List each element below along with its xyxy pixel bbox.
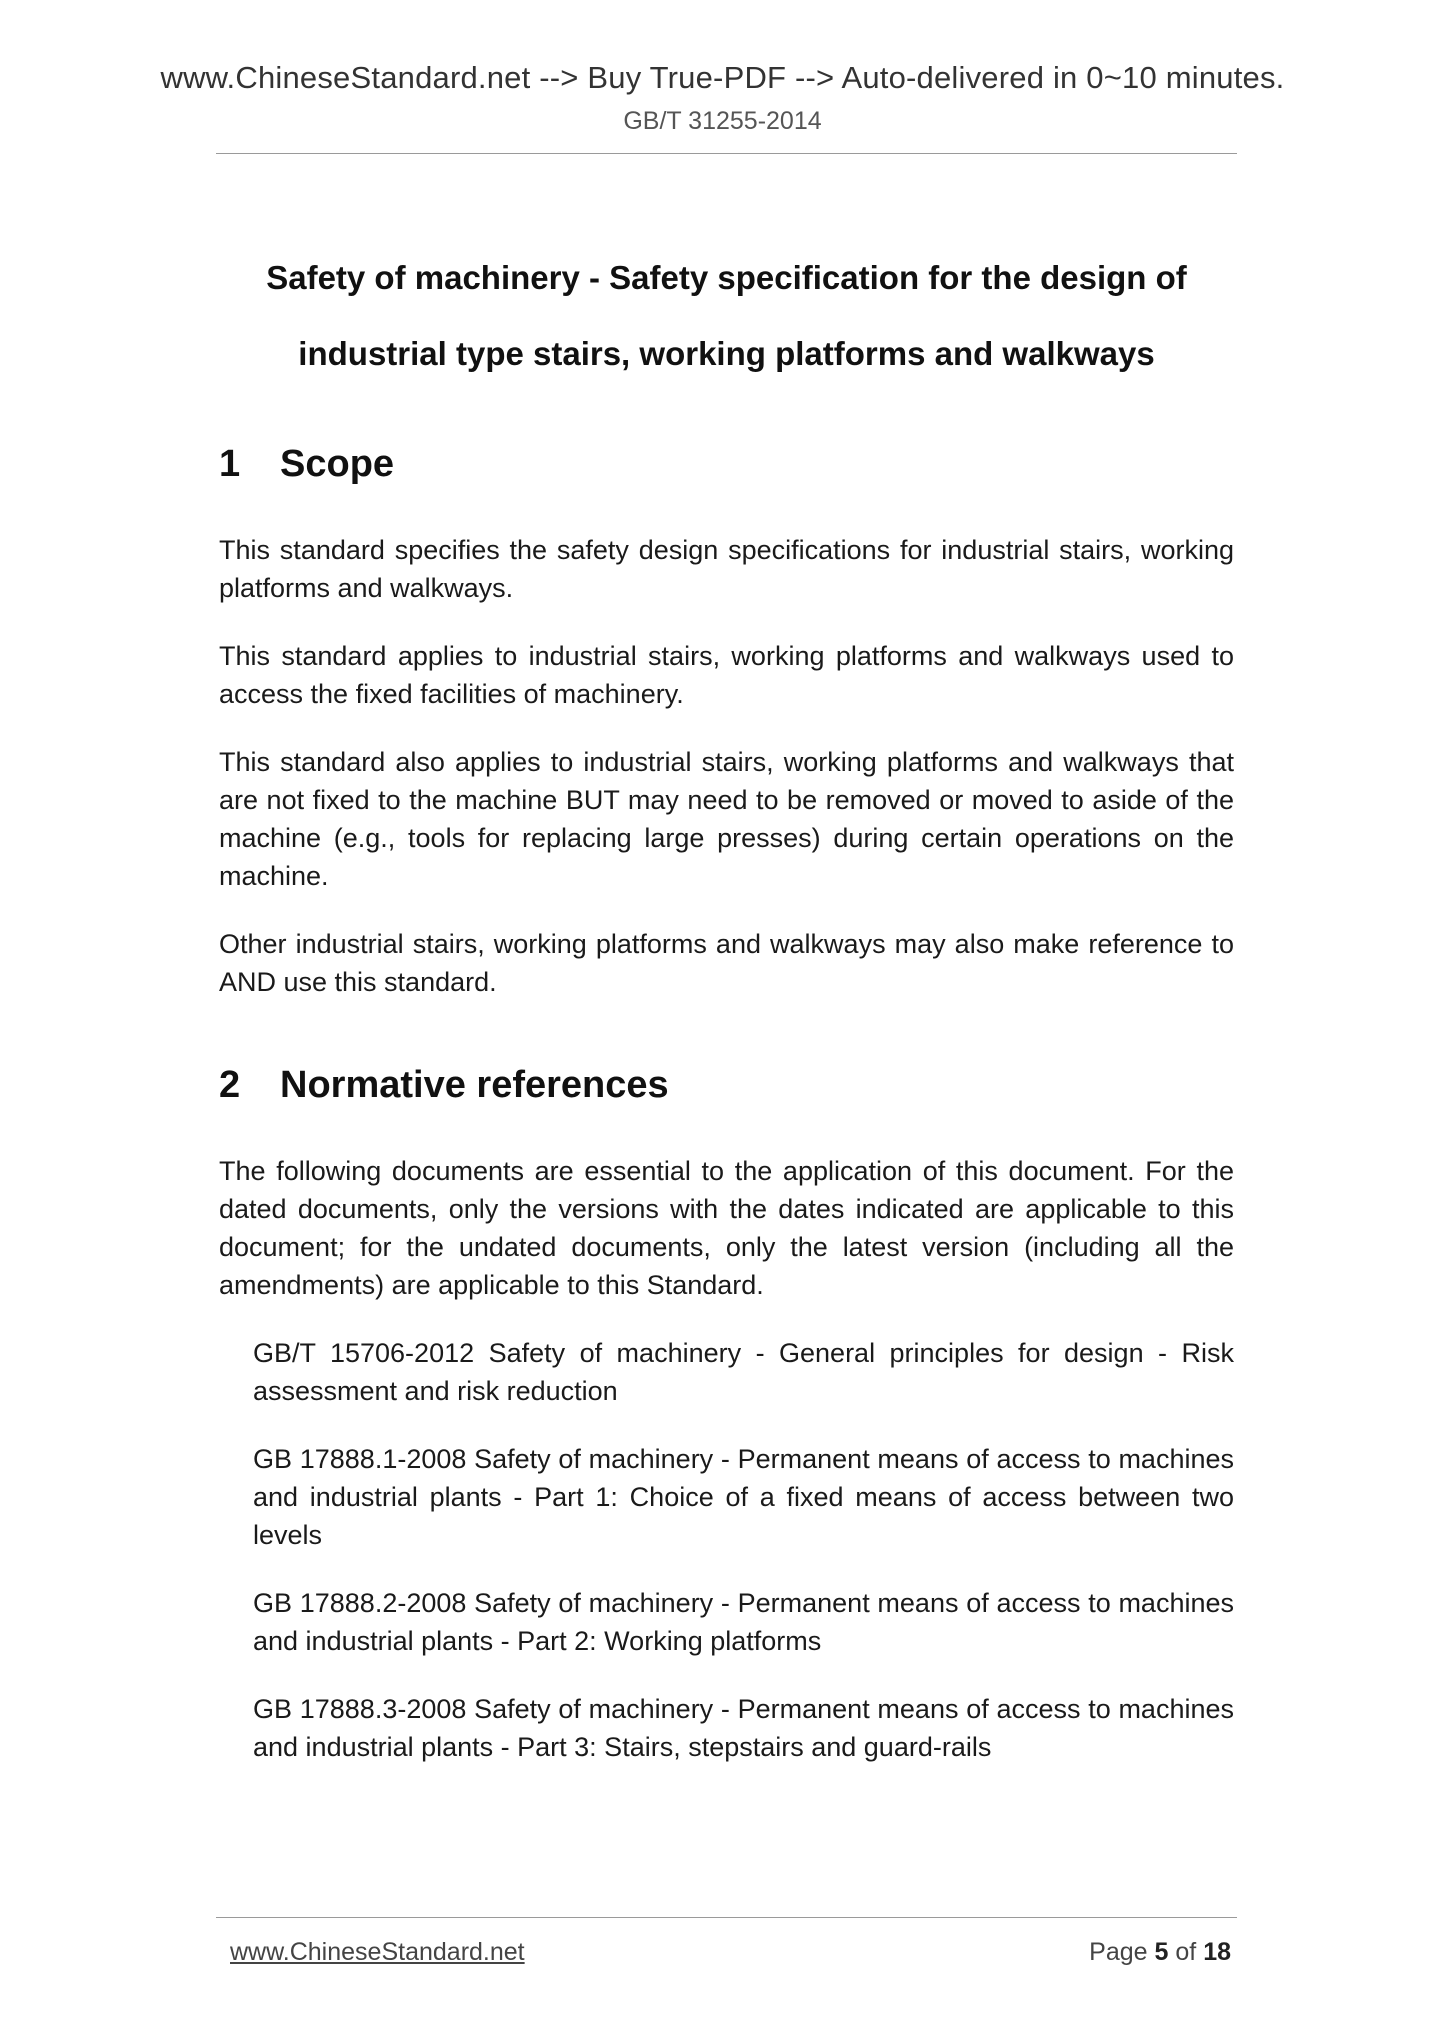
document-title (219, 240, 1234, 392)
scope-paragraph-2: This standard applies to industrial stairs, working platforms and walkways used to access the fixed facilities of machinery. (219, 641, 1234, 709)
reference-item-3: GB 17888.2-2008 Safety of machinery - Permanent means of access to machines and industrial plants - Part 2: Working platforms (253, 1588, 1234, 1656)
scope-paragraph-4: Other industrial stairs, working platforms and walkways may also make reference to AND use this standard. (219, 929, 1234, 997)
footer-divider (216, 1917, 1237, 1918)
document-title-line-2: industrial type stairs, working platforms and walkways (298, 335, 1155, 372)
section-number: 1 (219, 443, 241, 485)
section-title: Normative references (280, 1064, 669, 1106)
document-title-line-1: Safety of machinery - Safety specification for the design of (266, 259, 1187, 296)
header-standard-code: GB/T 31255-2014 (623, 107, 822, 135)
section-heading-scope (219, 443, 394, 486)
page-label: Page (1089, 1938, 1148, 1966)
reference-item-2: GB 17888.1-2008 Safety of machinery - Permanent means of access to machines and industrial plants - Part 1: Choice of a fixed means of access between two levels (253, 1444, 1234, 1550)
section-number: 2 (219, 1064, 241, 1106)
reference-item-4: GB 17888.3-2008 Safety of machinery - Permanent means of access to machines and industrial plants - Part 3: Stairs, stepstairs and guard-rails (253, 1694, 1234, 1762)
page-total: 18 (1203, 1938, 1231, 1966)
section-heading-normative-references (219, 1064, 669, 1107)
scope-paragraph-1: This standard specifies the safety design specifications for industrial stairs, working platforms and walkways. (219, 535, 1234, 603)
header-banner: www.ChineseStandard.net --> Buy True-PDF --> Auto-delivered in 0~10 minutes. (160, 60, 1285, 95)
normative-paragraph-1: The following documents are essential to the application of this document. For the dated documents, only the versions with the dates indicated are applicable to this document; for the undated documents, only the latest version (including all the amendments) are applicable to this Standard. (219, 1156, 1234, 1300)
header-divider (216, 153, 1237, 154)
page-current: 5 (1154, 1938, 1169, 1966)
page-of-label: of (1175, 1938, 1197, 1966)
scope-paragraph-3: This standard also applies to industrial stairs, working platforms and walkways that are not fixed to the machine BUT may need to be removed or moved to aside of the machine (e.g., tools for replacing large presses) during certain operations on the machine. (219, 747, 1234, 891)
page-number (1089, 1938, 1231, 1967)
reference-item-1: GB/T 15706-2012 Safety of machinery - General principles for design - Risk assessment and risk reduction (253, 1338, 1234, 1406)
section-title: Scope (280, 443, 395, 485)
footer-website-link[interactable]: www.ChineseStandard.net (230, 1938, 525, 1966)
